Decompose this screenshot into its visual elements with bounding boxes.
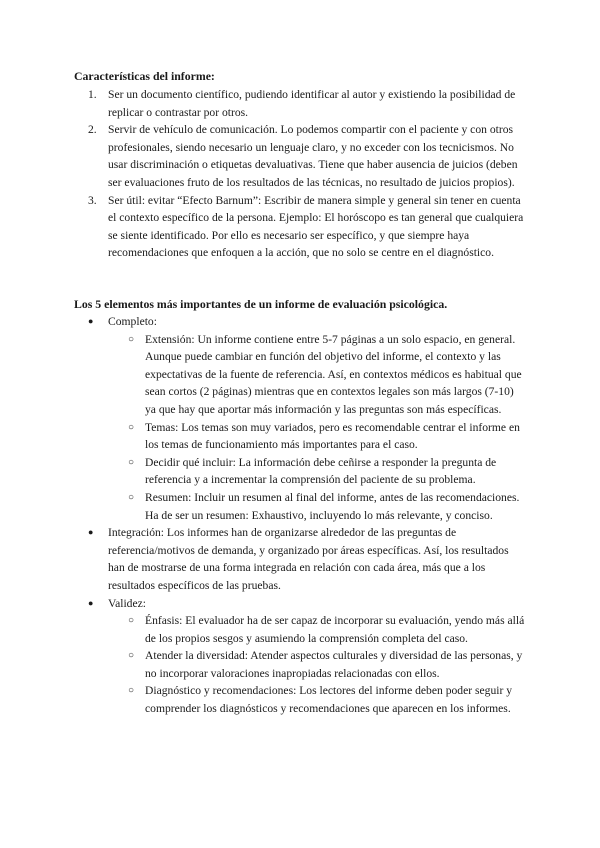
sublist-item bbox=[128, 647, 525, 682]
sublist bbox=[108, 331, 525, 525]
list-number: 3. bbox=[88, 193, 97, 207]
sublist-item-text: Temas: Los temas son muy variados, pero es recomendable centrar el informe en los temas de funcionamiento más importantes para el caso. bbox=[145, 420, 520, 452]
characteristics-list bbox=[0, 86, 530, 262]
list-item-integracion bbox=[0, 524, 525, 594]
sublist-item bbox=[128, 454, 525, 489]
circle-bullet-icon: ○ bbox=[128, 333, 135, 345]
bullet-icon: ● bbox=[88, 527, 94, 538]
sublist bbox=[108, 612, 525, 718]
section-heading-characteristics: Características del informe: bbox=[74, 69, 215, 83]
list-item-text: Ser un documento científico, pudiendo identificar al autor y existiendo la posibilidad de replicar o contrastar por otros. bbox=[108, 88, 516, 119]
sublist-item-text: Decidir qué incluir: La información debe ceñirse a responder la pregunta de referencia y a incrementar la comprensión del paciente de su problema. bbox=[145, 455, 497, 487]
list-item-validez bbox=[0, 595, 525, 718]
circle-bullet-icon: ○ bbox=[128, 456, 135, 468]
list-item-text: Servir de vehículo de comunicación. Lo podemos compartir con el paciente y con otros profesionales, siendo necesario un lenguaje claro, y no exceder con los tecnicismos. No usar discriminación o etiquetas devaluativas. Tiene que haber ausencia de juicios (deben ser evaluaciones fruto de los resultados de las técnicas, no resultado de juicios propios). bbox=[108, 123, 518, 189]
circle-bullet-icon: ○ bbox=[128, 615, 135, 627]
sublist-item-text: Diagnóstico y recomendaciones: Los lectores del informe deben poder seguir y comprender los diagnósticos y recomendaciones que aparecen en los informes. bbox=[145, 684, 513, 716]
sublist-item bbox=[128, 419, 525, 454]
bullet-icon: ● bbox=[88, 316, 94, 326]
elements-list bbox=[0, 313, 525, 718]
sublist-item bbox=[128, 489, 525, 524]
circle-bullet-icon: ○ bbox=[128, 491, 135, 503]
list-item-text: Integración: Los informes han de organizarse alrededor de las preguntas de referencia/motivos de demanda, y organizado por áreas específicas. Así, los resultados han de mostrarse de una forma integrada en relación con cada área, más que a los resultados específicos de las pruebas. bbox=[108, 526, 509, 592]
circle-bullet-icon: ○ bbox=[128, 685, 135, 697]
sublist-item bbox=[128, 612, 525, 647]
list-item bbox=[0, 121, 530, 191]
sublist-item-text: Extensión: Un informe contiene entre 5-7 páginas a un solo espacio, en general. Aunque puede cambiar en función del objetivo del informe, el contexto y las expectativas de la fuente de referencia. Así, en contextos médicos es habitual que sean cortos (2 páginas) mientras que en contextos legales son más largos (7-10) ya que hay que aportar más información y las preguntas son más específicas. bbox=[145, 332, 522, 416]
section-heading-five-elements: Los 5 elementos más importantes de un informe de evaluación psicológica. bbox=[74, 297, 448, 311]
sublist-item bbox=[128, 682, 525, 717]
list-item-text: Validez: bbox=[108, 596, 146, 610]
sublist-item bbox=[128, 331, 525, 419]
list-item bbox=[0, 86, 530, 121]
list-number: 2. bbox=[88, 123, 97, 137]
bullet-icon: ● bbox=[88, 597, 94, 608]
list-item-text: Completo: bbox=[108, 315, 157, 328]
sublist-item-text: Resumen: Incluir un resumen al final del informe, antes de las recomendaciones. Ha de ser un resumen: Exhaustivo, incluyendo lo más relevante, y conciso. bbox=[145, 490, 520, 522]
list-item bbox=[0, 192, 530, 262]
sublist-item-text: Atender la diversidad: Atender aspectos culturales y diversidad de las personas, y no incorporar valoraciones inapropiadas relacionadas con ellos. bbox=[145, 649, 523, 680]
list-item-text: Ser útil: evitar “Efecto Barnum”: Escribir de manera simple y general sin tener en cuenta el contexto específico de la persona. Ejemplo: El horóscopo es tan general que cualquiera se siente identificado. Por ello es necesario ser específico, y que siempre haya recomendaciones que enfoquen a la acción, que no solo se centre en el diagnóstico. bbox=[108, 193, 524, 260]
list-number: 1. bbox=[88, 88, 97, 101]
sublist-item-text: Énfasis: El evaluador ha de ser capaz de incorporar su evaluación, yendo más allá de los propios sesgos y asumiendo la comprensión completa del caso. bbox=[145, 614, 525, 645]
list-item-completo bbox=[0, 313, 525, 524]
circle-bullet-icon: ○ bbox=[128, 650, 135, 662]
circle-bullet-icon: ○ bbox=[128, 421, 135, 433]
